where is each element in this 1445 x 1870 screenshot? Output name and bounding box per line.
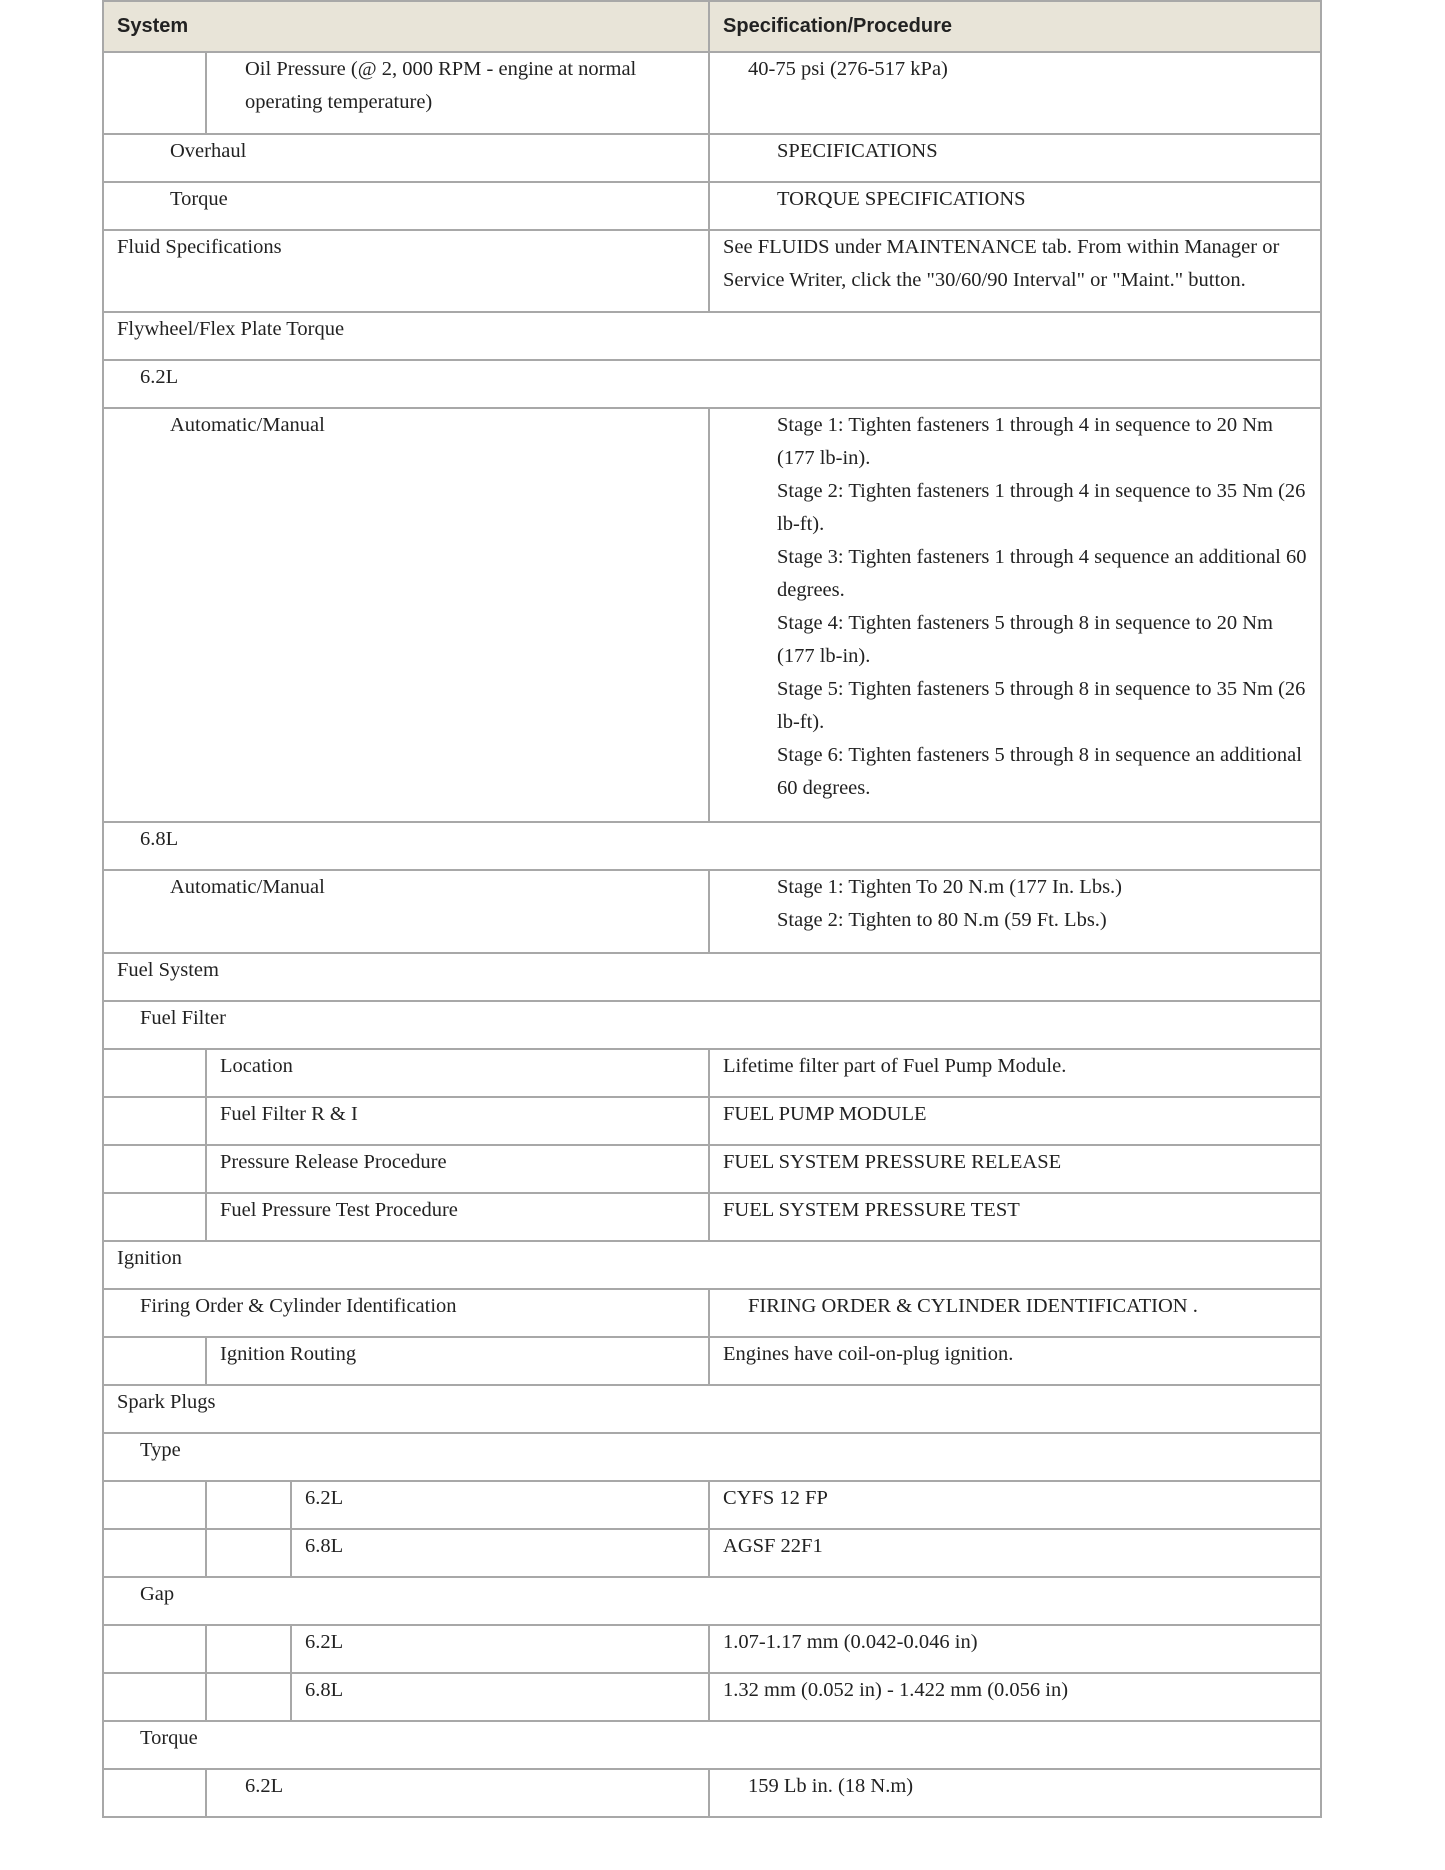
row-value-firing-order: FIRING ORDER & CYLINDER IDENTIFICATION . <box>709 1289 1321 1337</box>
table-row <box>103 1097 1321 1145</box>
row-label-type-6-8l: 6.8L <box>291 1529 709 1577</box>
row-label-pressure-release: Pressure Release Procedure <box>206 1145 709 1193</box>
indent-cell <box>206 1529 291 1577</box>
row-label-gap-6-2l: 6.2L <box>291 1625 709 1673</box>
row-label-oil-pressure: Oil Pressure (@ 2, 000 RPM - engine at normal operating temperature) <box>206 52 709 134</box>
stage-line: Stage 4: Tighten fasteners 5 through 8 in sequence to 20 Nm (177 lb-in). <box>777 612 1273 667</box>
indent-cell <box>206 1481 291 1529</box>
row-value-oil-pressure: 40-75 psi (276-517 kPa) <box>709 52 1321 134</box>
table-row <box>103 1337 1321 1385</box>
table-row <box>103 182 1321 230</box>
table-row <box>103 1577 1321 1625</box>
section-flywheel-torque: Flywheel/Flex Plate Torque <box>103 312 1321 360</box>
table-row <box>103 822 1321 870</box>
stage-line: Stage 3: Tighten fasteners 1 through 4 sequence an additional 60 degrees. <box>777 546 1307 601</box>
indent-cell <box>103 1625 206 1673</box>
table-row <box>103 870 1321 953</box>
table-row <box>103 408 1321 822</box>
table-row <box>103 1481 1321 1529</box>
table-row <box>103 1625 1321 1673</box>
indent-cell <box>103 1145 206 1193</box>
row-value-torque-6-2l: 159 Lb in. (18 N.m) <box>709 1769 1321 1817</box>
table-row <box>103 1001 1321 1049</box>
indent-cell <box>103 1193 206 1241</box>
table-row <box>103 312 1321 360</box>
subsection-type: Type <box>103 1433 1321 1481</box>
table-row <box>103 1769 1321 1817</box>
row-label-fuel-filter-ri: Fuel Filter R & I <box>206 1097 709 1145</box>
row-label-type-6-2l: 6.2L <box>291 1481 709 1529</box>
section-fuel-system: Fuel System <box>103 953 1321 1001</box>
indent-cell <box>103 1481 206 1529</box>
row-value-type-6-8l: AGSF 22F1 <box>709 1529 1321 1577</box>
stage-line: Stage 1: Tighten To 20 N.m (177 In. Lbs.) <box>777 876 1123 898</box>
stage-line: Stage 2: Tighten fasteners 1 through 4 in sequence to 35 Nm (26 lb-ft). <box>777 480 1306 535</box>
indent-cell <box>206 1673 291 1721</box>
row-label-overhaul: Overhaul <box>103 134 709 182</box>
table-row <box>103 1241 1321 1289</box>
table-row <box>103 1721 1321 1769</box>
row-value-gap-6-8l: 1.32 mm (0.052 in) - 1.422 mm (0.056 in) <box>709 1673 1321 1721</box>
subsection-spark-plug-torque: Torque <box>103 1721 1321 1769</box>
row-label-firing-order: Firing Order & Cylinder Identification <box>103 1289 709 1337</box>
table-row <box>103 52 1321 134</box>
stage-line: Stage 6: Tighten fasteners 5 through 8 in sequence an additional 60 degrees. <box>777 744 1302 799</box>
row-value-pressure-test: FUEL SYSTEM PRESSURE TEST <box>709 1193 1321 1241</box>
indent-cell <box>103 1097 206 1145</box>
row-value-stages-6-2l <box>709 408 1321 822</box>
table-row <box>103 1193 1321 1241</box>
header-system: System <box>103 1 709 52</box>
row-value-ignition-routing: Engines have coil-on-plug ignition. <box>709 1337 1321 1385</box>
specification-table <box>102 0 1322 1818</box>
indent-cell <box>103 1529 206 1577</box>
row-label-gap-6-8l: 6.8L <box>291 1673 709 1721</box>
section-spark-plugs: Spark Plugs <box>103 1385 1321 1433</box>
subsection-flywheel-6-2l: 6.2L <box>103 360 1321 408</box>
row-value-gap-6-2l: 1.07-1.17 mm (0.042-0.046 in) <box>709 1625 1321 1673</box>
row-label-automatic-manual-6-2l: Automatic/Manual <box>103 408 709 822</box>
row-value-fuel-filter-ri: FUEL PUMP MODULE <box>709 1097 1321 1145</box>
table-row <box>103 134 1321 182</box>
row-label-fluid-specifications: Fluid Specifications <box>103 230 709 312</box>
row-value-location: Lifetime filter part of Fuel Pump Module. <box>709 1049 1321 1097</box>
indent-cell <box>103 1049 206 1097</box>
table-row <box>103 1289 1321 1337</box>
subsection-gap: Gap <box>103 1577 1321 1625</box>
row-label-torque: Torque <box>103 182 709 230</box>
subsection-fuel-filter: Fuel Filter <box>103 1001 1321 1049</box>
indent-cell <box>103 52 206 134</box>
table-row <box>103 1145 1321 1193</box>
indent-cell <box>103 1769 206 1817</box>
row-value-fluid-specifications: See FLUIDS under MAINTENANCE tab. From within Manager or Service Writer, click the "30/60/90 Interval" or "Maint." button. <box>709 230 1321 312</box>
header-specification: Specification/Procedure <box>709 1 1321 52</box>
subsection-flywheel-6-8l: 6.8L <box>103 822 1321 870</box>
row-label-location: Location <box>206 1049 709 1097</box>
row-value-pressure-release: FUEL SYSTEM PRESSURE RELEASE <box>709 1145 1321 1193</box>
stage-line: Stage 2: Tighten to 80 N.m (59 Ft. Lbs.) <box>777 909 1107 931</box>
table-row <box>103 360 1321 408</box>
row-label-ignition-routing: Ignition Routing <box>206 1337 709 1385</box>
section-ignition: Ignition <box>103 1241 1321 1289</box>
row-label-automatic-manual-6-8l: Automatic/Manual <box>103 870 709 953</box>
table-header-row <box>103 1 1321 52</box>
indent-cell <box>206 1625 291 1673</box>
row-value-overhaul: SPECIFICATIONS <box>709 134 1321 182</box>
table-row <box>103 230 1321 312</box>
table-row <box>103 1433 1321 1481</box>
row-value-torque: TORQUE SPECIFICATIONS <box>709 182 1321 230</box>
indent-cell <box>103 1673 206 1721</box>
table-row <box>103 1049 1321 1097</box>
table-row <box>103 1529 1321 1577</box>
row-value-type-6-2l: CYFS 12 FP <box>709 1481 1321 1529</box>
row-value-stages-6-8l <box>709 870 1321 953</box>
stage-line: Stage 5: Tighten fasteners 5 through 8 in sequence to 35 Nm (26 lb-ft). <box>777 678 1306 733</box>
table-row <box>103 953 1321 1001</box>
stage-line: Stage 1: Tighten fasteners 1 through 4 in sequence to 20 Nm (177 lb-in). <box>777 414 1273 469</box>
indent-cell <box>103 1337 206 1385</box>
row-label-pressure-test: Fuel Pressure Test Procedure <box>206 1193 709 1241</box>
table-row <box>103 1673 1321 1721</box>
row-label-torque-6-2l: 6.2L <box>206 1769 709 1817</box>
table-row <box>103 1385 1321 1433</box>
